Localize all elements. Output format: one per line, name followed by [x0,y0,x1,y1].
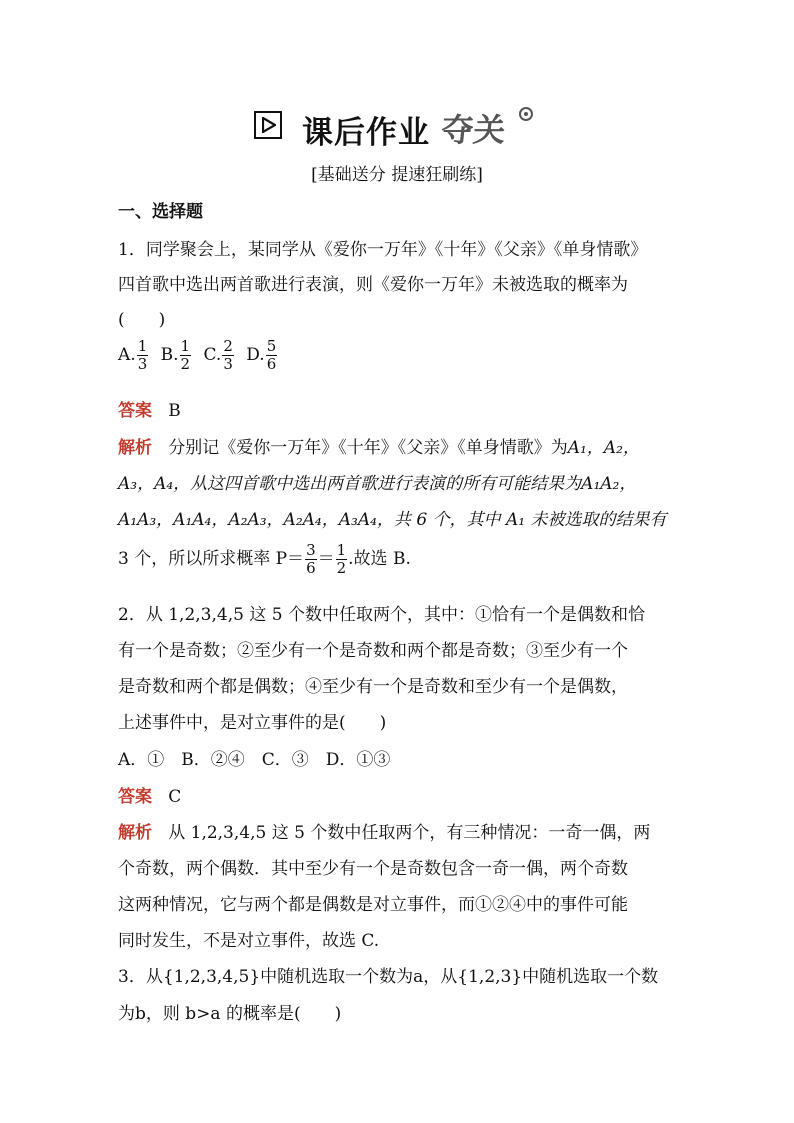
q2-line4: 上述事件中，是对立事件的是( ) [118,713,387,733]
q1-answer-value: B [168,401,181,421]
q1-line3: ( ) [118,310,166,330]
q2-line2: 有一个是奇数；②至少有一个是奇数和两个都是奇数；③至少有一个 [118,641,628,661]
q2-analysis-line3: 这两种情况，它与两个都是偶数是对立事件，而①②④中的事件可能 [118,895,628,915]
q3-line1: 3．从{1,2,3,4,5}中随机选取一个数为a，从{1,2,3}中随机选取一个数 [118,967,659,987]
q1-option-d: D. $\frac{5}{6}$ [246,337,277,373]
answer-label: 答案 [118,787,152,807]
q1-line2: 四首歌中选出两首歌进行表演，则《爱你一万年》未被选取的概率为 [118,275,628,295]
logo-icon [442,105,542,154]
q1-options [118,338,278,373]
play-icon [254,111,282,139]
q1-option-b: B. $\frac{1}{2}$ [160,337,191,373]
q2-analysis-line1: 解析 从 1,2,3,4,5 这 5 个数中任取两个，有三种情况：一奇一偶，两 [118,823,651,843]
header [250,105,550,149]
q1-analysis-line1: 解析 分别记《爱你一万年》《十年》《父亲》《单身情歌》为A₁，A₂， [118,438,640,458]
section-title: 一、选择题 [118,202,203,222]
q2-analysis-line4: 同时发生，不是对立事件，故选 C. [118,931,380,951]
analysis-label: 解析 [118,823,152,843]
q2-line1: 2．从 1,2,3,4,5 这 5 个数中任取两个，其中：①恰有一个是偶数和恰 [118,605,645,625]
subtitle: [基础送分 提速狂刷练] [311,165,483,185]
q2-answer [118,782,181,807]
q1-answer [118,396,181,421]
q2-analysis-line2: 个奇数，两个偶数．其中至少有一个是奇数包含一奇一偶，两个奇数 [118,859,628,879]
header-title: 课后作业 [302,115,430,151]
q1-analysis-line4: 3 个，所以所求概率 P＝ $\frac{3}{6}$ ＝ $\frac{1}{2}$ .故选 B. [118,541,411,577]
analysis-label: 解析 [118,438,152,458]
q1-line1: 1．同学聚会上，某同学从《爱你一万年》《十年》《父亲》《单身情歌》 [118,240,648,260]
q2-line3: 是奇数和两个都是偶数；④至少有一个是奇数和至少有一个是偶数， [118,677,628,697]
q1-option-c: C. $\frac{2}{3}$ [203,337,233,373]
q1-option-a: A. $\frac{1}{3}$ [118,337,148,373]
answer-label: 答案 [118,401,152,421]
svg-text:夺关: 夺关 [442,111,508,149]
q2-options: A．① B．②④ C．③ D．①③ [118,750,391,770]
q1-analysis-line2: A₃，A₄，从这四首歌中选出两首歌进行表演的所有可能结果为A₁A₂， [118,474,637,494]
q2-answer-value: C [168,787,182,807]
q3-line2: 为b，则 b>a 的概率是( ) [118,1004,342,1024]
q1-analysis-line3: A₁A₃，A₁A₄，A₂A₃，A₂A₄，A₃A₄，共 6 个，其中 A₁ 未被选取的结果有 [118,510,667,530]
